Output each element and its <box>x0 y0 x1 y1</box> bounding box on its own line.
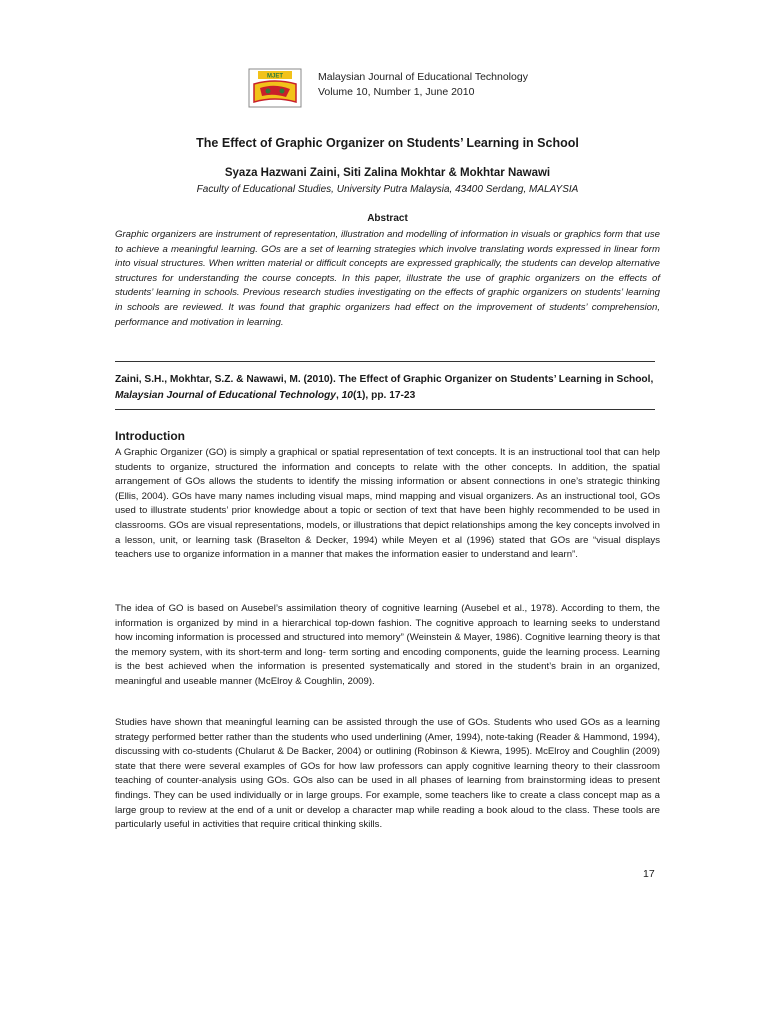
intro-paragraph-2: The idea of GO is based on Ausebel’s assimilation theory of cognitive learning (Ausebel et al., 1978). According to them, the information is organized by mind in a hierarchical top-down fashion. The cognitive approach to learning seeks to understand how incoming information is processed and structured into memory” (Weinstein & Mayer, 1986). Cognitive learning theory is that the memory system, with its short-term and long- term sorting and encoding components, guide the learning process. Learning is the best achieved when the information is presented systematically and stored in the student’s brain in an organized, meaningful and useable manner (McElroy & Coughlin, 2009). <box>115 603 660 687</box>
author-affiliation: Faculty of Educational Studies, University Putra Malaysia, 43400 Serdang, MALAYSIA <box>196 184 579 195</box>
page-number: 17 <box>643 868 655 880</box>
journal-name: Malaysian Journal of Educational Technology <box>318 71 528 83</box>
journal-header <box>318 70 528 100</box>
intro-paragraph-3: Studies have shown that meaningful learning can be assisted through the use of GOs. Students who used GOs as a learning strategy performed better rather than the students who used underlining (Amer, 1994), note-taking (Reader & Hammond, 1994), discussing with co-students (Chularut & De Backer, 2004) or outlining (Robinson & Kiewra, 1995). McElroy and Coughlin (2009) state that there were several examples of GOs for how law professors can apply cognitive learning theory to their classroom teaching of counter-analysis using GOs. GOs also can be used in all phases of learning from brainstorming ideas to present findings. They can be used individually or in large groups. For example, some teachers like to create a class concept map as a large group to review at the end of a unit or develop a character map while reading a book aloud to the class. These tools are particularly useful in activities that require critical thinking skills. <box>115 717 660 831</box>
citation-sep: , <box>335 390 342 401</box>
introduction-heading: Introduction <box>115 429 185 443</box>
abstract-heading: Abstract <box>367 213 408 224</box>
intro-paragraph-1: A Graphic Organizer (GO) is simply a graphical or spatial representation of text concepts. It is an instructional tool that can help students to organize, structured the information and concepts to relate with the other concepts. In addition, the spatial arrangement of GOs allows the students to identify the missing information or absent connections in one’s strategic thinking (Ellis, 2004). GOs have many names including visual maps, mind mapping and visual organizers. As an instructional tool, GOs used to illustrate students’ prior knowledge about a topic or section of text that have been highly recommended to be used in classrooms. GOs are visual representations, models, or illustrations that depict relationships among the key concepts involved in a lesson, unit, or learning task (Braselton & Decker, 1994) while Meyen et al (1996) stated that GOs are “visual displays teachers use to organize information in a manner that makes the information easier to understand and learn”. <box>115 447 660 561</box>
svg-text:MJET: MJET <box>266 73 284 80</box>
citation-journal: Malaysian Journal of Educational Technology <box>115 390 336 401</box>
citation-volume: 10 <box>341 390 353 401</box>
citation-pages: (1), pp. 17-23 <box>352 390 416 401</box>
volume-info: Volume 10, Number 1, June 2010 <box>318 86 475 98</box>
citation-authors-title: Zaini, S.H., Mokhtar, S.Z. & Nawawi, M. (2010). The Effect of Graphic Organizer on Students’ Learning in School, <box>115 374 654 385</box>
paper-title: The Effect of Graphic Organizer on Students’ Learning in School <box>196 136 579 150</box>
divider-top <box>115 361 655 362</box>
journal-logo <box>248 68 302 108</box>
divider-bottom <box>115 409 655 410</box>
abstract-text: Graphic organizers are instrument of representation, illustration and modelling of information in visuals or graphics form that use to achieve a meaningful learning. GOs are a set of learning strategies which involve translating words expressed in linear form into visual structures. When written material or difficult concepts are expressed graphically, the students can develop alternative structures for understanding the course concepts. In this paper, illustrate the use of graphic organizers on the effects of students’ learning in schools. Previous research studies investigating on the effects of graphic organizers on students’ learning in schools are reviewed. It was found that graphic organizers had effect on the improvement of students’ comprehension, performance and motivation in learning. <box>115 229 660 328</box>
paper-authors: Syaza Hazwani Zaini, Siti Zalina Mokhtar & Mokhtar Nawawi <box>224 167 551 179</box>
citation <box>115 372 660 404</box>
